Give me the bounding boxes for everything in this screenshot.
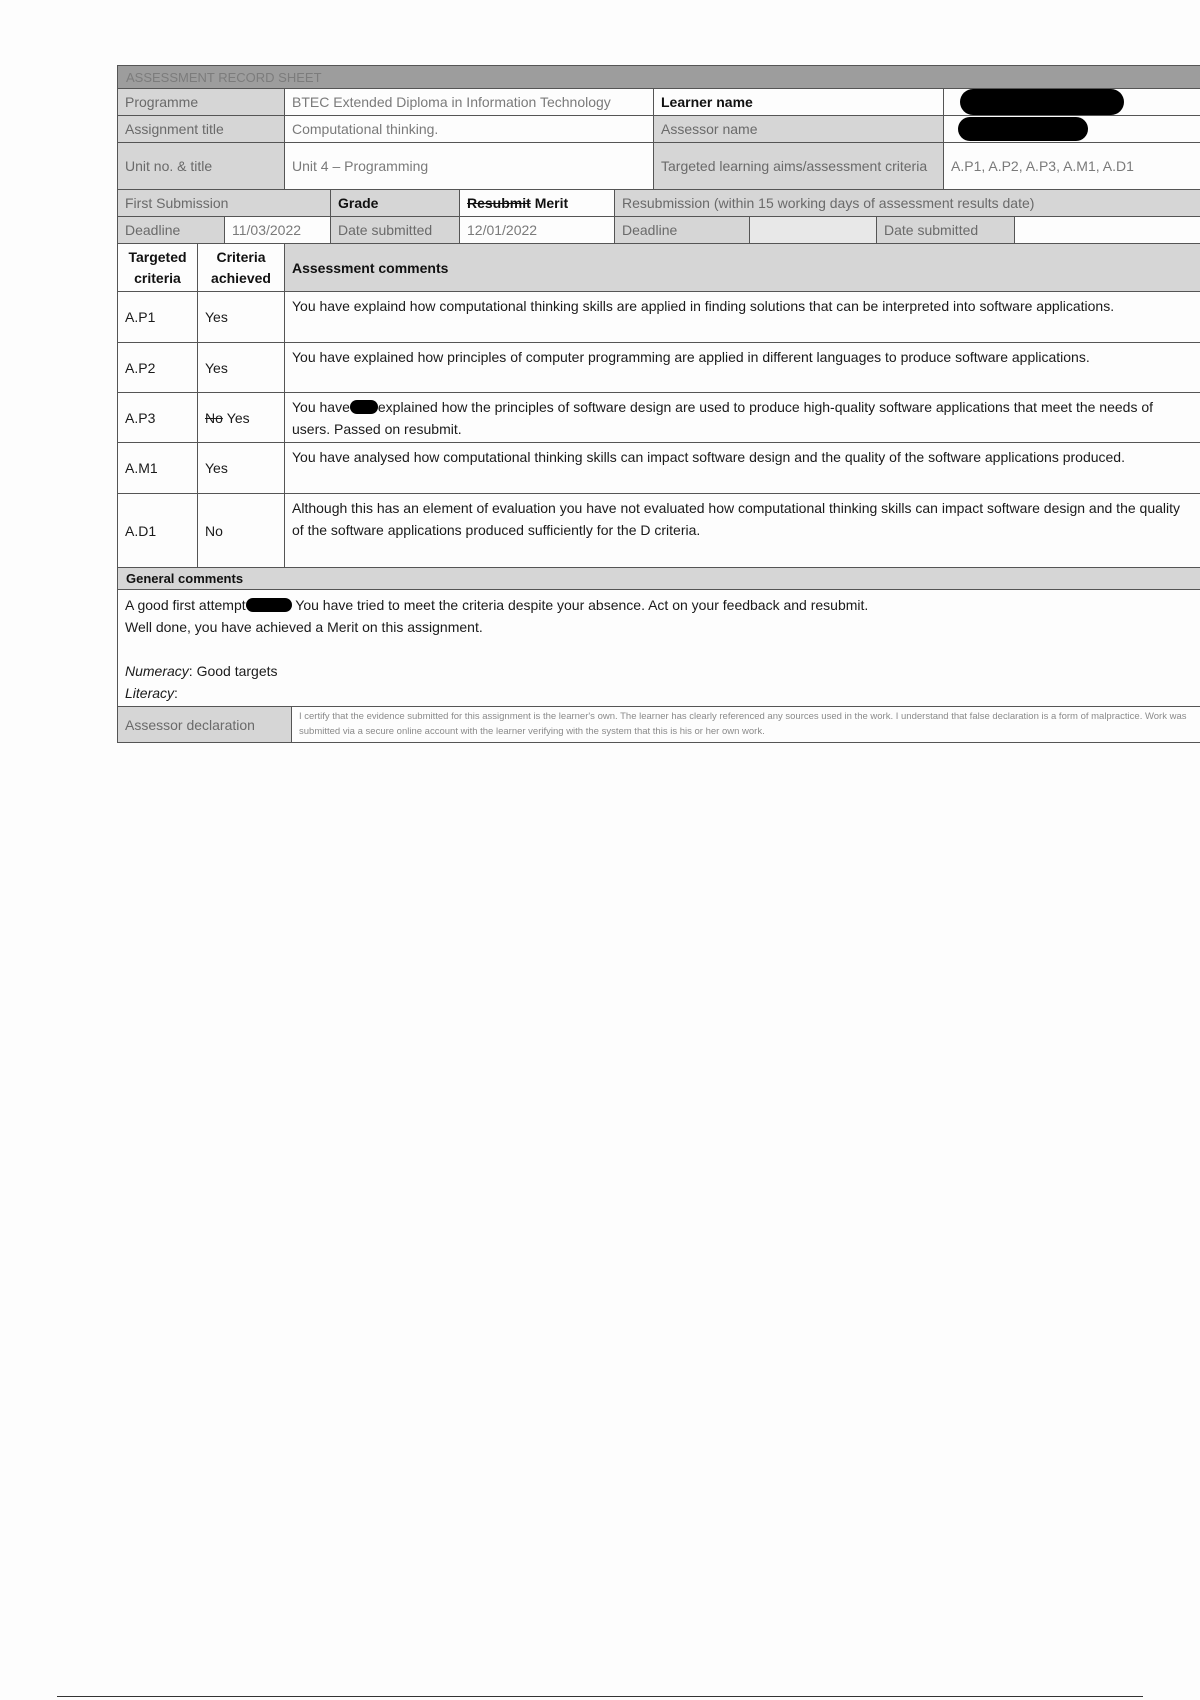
first-submission-label: First Submission <box>118 190 331 216</box>
criteria-row <box>118 393 1200 443</box>
assignment-title-value: Computational thinking. <box>285 116 654 142</box>
criteria-achieved: Yes <box>198 343 285 392</box>
numeracy-value: : Good targets <box>188 663 278 679</box>
redaction-mark <box>350 400 378 414</box>
criteria-comment <box>285 393 1200 442</box>
criteria-row <box>118 443 1200 494</box>
literacy-line <box>125 682 1193 704</box>
redaction-mark <box>958 117 1088 141</box>
comment-part-b: explained how the principles of software design are used to produce high-quality software applications that meet the needs of users. Passed on resubmit. <box>292 399 1154 437</box>
resub-deadline-label: Deadline <box>615 217 750 243</box>
criteria-achieved-value: Yes <box>226 409 250 426</box>
programme-value: BTEC Extended Diploma in Information Technology <box>285 89 654 115</box>
assessor-name-value <box>944 116 1200 142</box>
assessor-declaration-label: Assessor declaration <box>118 707 292 742</box>
criteria-row <box>118 494 1200 568</box>
programme-label: Programme <box>118 89 285 115</box>
criteria-code: A.P2 <box>118 343 198 392</box>
criteria-achieved-header: Criteria achieved <box>198 244 285 291</box>
assessor-name-label: Assessor name <box>654 116 944 142</box>
unit-value: Unit 4 – Programming <box>285 143 654 189</box>
numeracy-line <box>125 660 1193 682</box>
criteria-achieved: Yes <box>198 443 285 493</box>
criteria-row <box>118 343 1200 393</box>
literacy-value: : <box>174 685 178 701</box>
general-line-1 <box>125 594 1193 616</box>
general-line-2: Well done, you have achieved a Merit on this assignment. <box>125 619 483 635</box>
targeted-aims-value: A.P1, A.P2, A.P3, A.M1, A.D1 <box>951 158 1134 174</box>
redaction-mark <box>246 598 292 612</box>
resub-deadline-value <box>750 217 877 243</box>
resub-date-submitted-label: Date submitted <box>877 217 1015 243</box>
grade-struck: Resubmit <box>467 195 531 211</box>
general-line-1b: You have tried to meet the criteria despite your absence. Act on your feedback and resubmit. <box>291 597 869 613</box>
criteria-row <box>118 292 1200 343</box>
redaction-mark <box>960 89 1124 115</box>
footer-rule <box>57 1696 1143 1697</box>
numeracy-label: Numeracy <box>125 663 189 679</box>
grade-label: Grade <box>331 190 460 216</box>
criteria-achieved-struck: No <box>205 409 223 426</box>
criteria-comment: You have analysed how computational thinking skills can impact software design and the quality of the software applications produced. <box>292 449 1125 465</box>
criteria-achieved: No <box>198 494 285 567</box>
targeted-criteria-header: Targeted criteria <box>118 244 198 291</box>
literacy-label: Literacy <box>125 685 175 701</box>
criteria-achieved <box>198 393 285 442</box>
assessor-declaration-text: I certify that the evidence submitted for this assignment is the learner's own. The learner has clearly referenced any sources used in the work. I understand that false declaration is a form of malpractice. Work was submitted via a secure online account with the learner verifying with the system that this is his or her own work. <box>299 711 1187 737</box>
grade-merit: Merit <box>534 195 569 211</box>
learner-name-value <box>944 89 1200 115</box>
date-submitted-value: 12/01/2022 <box>460 217 615 243</box>
general-comments-body <box>118 590 1200 707</box>
resubmission-note: (within 15 working days of assessment results date) <box>713 195 1035 211</box>
targeted-aims-label: Targeted learning aims/assessment criteria <box>654 143 944 189</box>
resubmission-header <box>615 190 1200 216</box>
grade-value <box>460 190 615 216</box>
resubmission-label: Resubmission <box>622 195 710 211</box>
general-line-1a: A good first attempt <box>125 597 246 613</box>
criteria-code: A.D1 <box>118 494 198 567</box>
sheet-title: ASSESSMENT RECORD SHEET <box>118 66 1200 89</box>
criteria-achieved: Yes <box>198 292 285 342</box>
criteria-code: A.P3 <box>118 393 198 442</box>
deadline-value: 11/03/2022 <box>225 217 331 243</box>
assessment-record-sheet <box>117 65 1200 743</box>
general-comments-label: General comments <box>118 568 1200 590</box>
criteria-comment: Although this has an element of evaluation you have not evaluated how computational thinking skills can impact software design and the quality of the software applications produced sufficiently for the D criteria. <box>292 500 1180 538</box>
criteria-code: A.P1 <box>118 292 198 342</box>
resub-date-submitted-value <box>1015 217 1200 243</box>
learner-name-label: Learner name <box>654 89 944 115</box>
assessment-comments-header: Assessment comments <box>285 244 1200 291</box>
deadline-label: Deadline <box>118 217 225 243</box>
assignment-title-label: Assignment title <box>118 116 285 142</box>
unit-label: Unit no. & title <box>118 143 285 189</box>
date-submitted-label: Date submitted <box>331 217 460 243</box>
comment-part-a: You have <box>292 399 350 415</box>
criteria-comment: You have explaind how computational thinking skills are applied in finding solutions that can be interpreted into software applications. <box>292 298 1115 314</box>
criteria-code: A.M1 <box>118 443 198 493</box>
criteria-comment: You have explained how principles of computer programming are applied in different languages to produce software applications. <box>292 349 1090 365</box>
